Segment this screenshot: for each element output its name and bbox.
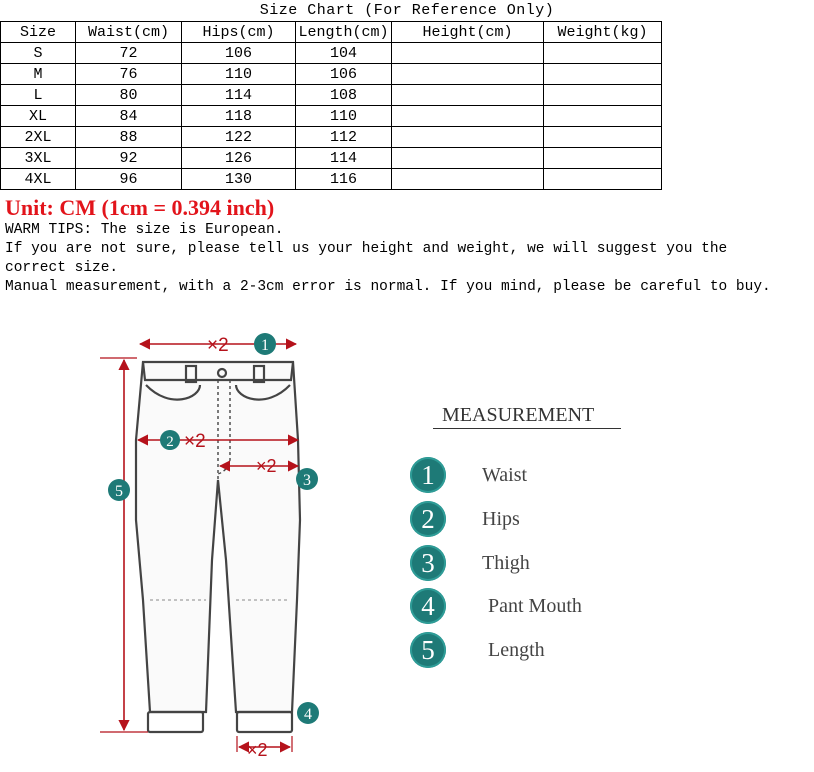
- warm-tips: [5, 221, 810, 297]
- table-row: [1, 64, 662, 85]
- column-header: Weight(kg): [544, 22, 662, 43]
- column-header: Hips(cm): [182, 22, 296, 43]
- table-row: [1, 169, 662, 190]
- tip-line: correct size.: [5, 260, 119, 276]
- marker-5-number: 5: [115, 483, 123, 500]
- table-header-row: [1, 22, 662, 43]
- legend-item-hips: [410, 499, 520, 539]
- table-cell: 108: [296, 85, 392, 106]
- table-cell: 110: [182, 64, 296, 85]
- size-chart-title: Size Chart (For Reference Only): [259, 2, 555, 19]
- column-header: Waist(cm): [76, 22, 182, 43]
- table-cell: [544, 43, 662, 64]
- table-cell: 96: [76, 169, 182, 190]
- legend-underline: [433, 428, 621, 429]
- table-cell: 4XL: [1, 169, 76, 190]
- times-two-label: ×2: [184, 431, 206, 452]
- tip-line: If you are not sure, please tell us your height and weight, we will suggest you the: [5, 241, 728, 257]
- table-cell: L: [1, 85, 76, 106]
- legend-label: Waist: [482, 463, 528, 486]
- marker-2-number: 2: [166, 434, 174, 450]
- tip-line: WARM TIPS: The size is European.: [5, 222, 284, 238]
- table-cell: M: [1, 64, 76, 85]
- legend-label: Length: [488, 638, 545, 661]
- table-row: [1, 127, 662, 148]
- table-row: [1, 106, 662, 127]
- table-cell: 112: [296, 127, 392, 148]
- table-cell: 76: [76, 64, 182, 85]
- times-two-label: ×2: [247, 740, 268, 760]
- table-cell: 92: [76, 148, 182, 169]
- size-table: [0, 21, 662, 190]
- legend-title: MEASUREMENT: [442, 404, 595, 426]
- table-cell: [544, 106, 662, 127]
- table-cell: 106: [296, 64, 392, 85]
- table-cell: 114: [296, 148, 392, 169]
- table-cell: [392, 106, 544, 127]
- marker-4-number: 4: [304, 706, 312, 723]
- table-cell: 88: [76, 127, 182, 148]
- table-cell: [392, 43, 544, 64]
- table-cell: 122: [182, 127, 296, 148]
- legend-number: 1: [410, 457, 446, 493]
- table-cell: 110: [296, 106, 392, 127]
- table-cell: [544, 64, 662, 85]
- column-header: Length(cm): [296, 22, 392, 43]
- table-cell: S: [1, 43, 76, 64]
- pants-outline: [136, 362, 300, 732]
- marker-3-number: 3: [303, 472, 311, 489]
- times-two-label: ×2: [256, 456, 277, 476]
- table-cell: [392, 148, 544, 169]
- legend-item-pant-mouth: [410, 586, 582, 626]
- table-cell: 130: [182, 169, 296, 190]
- table-cell: [392, 169, 544, 190]
- column-header: Size: [1, 22, 76, 43]
- legend-label: Pant Mouth: [488, 594, 582, 617]
- legend-number: 3: [410, 545, 446, 581]
- table-cell: 80: [76, 85, 182, 106]
- table-cell: 116: [296, 169, 392, 190]
- marker-1-number: 1: [261, 337, 269, 354]
- table-cell: [544, 85, 662, 106]
- legend-number: 4: [410, 588, 446, 624]
- table-cell: 126: [182, 148, 296, 169]
- table-cell: [544, 127, 662, 148]
- legend-label: Hips: [482, 507, 520, 530]
- tip-line: Manual measurement, with a 2-3cm error is normal. If you mind, please be careful to buy.: [5, 279, 771, 295]
- legend-number: 5: [410, 632, 446, 668]
- table-cell: XL: [1, 106, 76, 127]
- legend-item-thigh: [410, 543, 530, 583]
- unit-note: Unit: CM (1cm = 0.394 inch): [5, 195, 275, 220]
- table-row: [1, 85, 662, 106]
- table-cell: 104: [296, 43, 392, 64]
- table-row: [1, 43, 662, 64]
- table-cell: [544, 169, 662, 190]
- table-cell: 118: [182, 106, 296, 127]
- legend-item-waist: [410, 455, 527, 495]
- times-two-label: ×2: [207, 335, 229, 356]
- waist-dimension: [140, 333, 296, 356]
- table-cell: [392, 127, 544, 148]
- table-row: [1, 148, 662, 169]
- table-cell: [392, 85, 544, 106]
- table-cell: 72: [76, 43, 182, 64]
- pants-diagram: [0, 300, 400, 772]
- column-header: Height(cm): [392, 22, 544, 43]
- table-cell: 2XL: [1, 127, 76, 148]
- legend-number: 2: [410, 501, 446, 537]
- table-cell: 3XL: [1, 148, 76, 169]
- legend-label: Thigh: [482, 551, 530, 574]
- table-cell: 106: [182, 43, 296, 64]
- legend-item-length: [410, 630, 545, 670]
- table-cell: 114: [182, 85, 296, 106]
- table-cell: 84: [76, 106, 182, 127]
- table-cell: [392, 64, 544, 85]
- table-cell: [544, 148, 662, 169]
